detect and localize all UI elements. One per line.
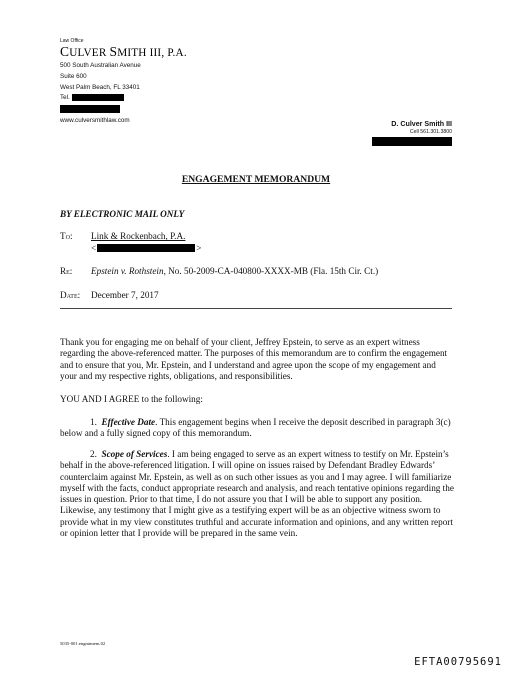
agree-paragraph: YOU AND I AGREE to the following:	[60, 394, 203, 404]
date-label: Date:	[60, 290, 81, 300]
signer-email-redaction	[372, 137, 452, 146]
tel-line	[60, 93, 187, 104]
section-1-title: Effective Date	[101, 417, 156, 427]
section-2-scope-of-services: 2. Scope of Services. I am being engaged to serve as an expert witness to testify on Mr. Epstein’s behalf in the above-referenced litigation. I will opine on issues raised by Defendant Bradley Edwards’ counterclaim against Mr. Epstein, as well as on such other issues as you and I may agree. I will familiarize myself with the facts, conduct appropriate research and analysis, and reach tentative opinions regarding the issues in question. Prior to that time, I do not assure you that I will be able to support any position. Likewise, any testimony that I might give as a testifying expert will be as an objective witness sworn to provide what in my view constitutes truthful and accurate information and opinions, and any written report or opinion letter that I provide will be prepared in the same vein.	[60, 449, 454, 539]
to-recipient: Link & Rockenbach, P.A.	[91, 231, 186, 241]
signer-cell: Cell 561.301.3800	[409, 129, 452, 135]
address-line-2: Suite 600	[60, 72, 87, 80]
tel-redaction	[72, 94, 124, 101]
bates-number: EFTA00795691	[414, 656, 502, 668]
office-label: Law Office	[60, 38, 84, 44]
website-link[interactable]: www.culversmithlaw.com	[60, 117, 130, 125]
section-1-text: . This engagement begins when I receive the deposit described in paragraph 3(c) below and a fully signed copy of this memorandum.	[60, 417, 451, 439]
section-2-title: Scope of Services	[101, 449, 168, 459]
header-divider	[60, 308, 452, 309]
letterhead	[60, 38, 187, 127]
date-row	[60, 290, 159, 302]
delivery-method: BY ELECTRONIC MAIL ONLY	[60, 209, 185, 219]
fax-redaction	[60, 105, 120, 113]
signer-block	[372, 120, 452, 146]
section-2-text: . I am being engaged to serve as an expert witness to testify on Mr. Epstein’s behalf in the above-referenced litigation. I will opine on issues raised by Defendant Bradley Edwards’ counterclaim against Mr. Epstein, as well as on such other issues as you and I may agree. I will familiarize myself with the facts, conduct appropriate research and analysis, and reach tentative opinions regarding the issues in question. Prior to that time, I do not assure you that I will be able to support any position. Likewise, any testimony that I might give as a testifying expert will be as an objective witness sworn to provide what in my view constitutes truthful and accurate information and opinions, and any written report or opinion letter that I provide will be prepared in the same vein.	[60, 449, 454, 539]
to-row	[60, 231, 201, 254]
email-redaction	[97, 244, 195, 252]
section-1-effective-date: 1. Effective Date. This engagement begins when I receive the deposit described in paragraph 3(c) below and a fully signed copy of this memorandum.	[60, 417, 451, 439]
memo-title: ENGAGEMENT MEMORANDUM	[181, 174, 331, 185]
email-open: <	[91, 242, 97, 253]
intro-paragraph: Thank you for engaging me on behalf of your client, Jeffrey Epstein, to serve as an expert witness regarding the above-referenced matter. The purposes of this memorandum are to confirm the engagement and to ensure that you, Mr. Epstein, and I understand and agree upon the scope of my engagement and your and my respective rights, obligations, and responsibilities.	[60, 337, 448, 381]
address-line-3: West Palm Beach, FL 33401	[60, 83, 140, 91]
email-close: >	[196, 242, 202, 253]
signer-name: D. Culver Smith III	[391, 120, 452, 128]
date-value: December 7, 2017	[91, 290, 159, 300]
re-row	[60, 266, 378, 278]
case-number: , No. 50-2009-CA-040800-XXXX-MB (Fla. 15th Cir. Ct.)	[163, 266, 379, 276]
re-label: Re:	[60, 266, 73, 276]
tel-label: Tel.	[60, 94, 70, 102]
to-label: To:	[60, 231, 73, 241]
case-name: Epstein v. Rothstein	[91, 266, 164, 276]
document-code: 5035-001.engmtmem.02	[60, 641, 106, 646]
firm-name: CULVER SMITH III, P.A.	[60, 44, 187, 59]
address-line-1: 500 South Australian Avenue	[60, 62, 141, 69]
